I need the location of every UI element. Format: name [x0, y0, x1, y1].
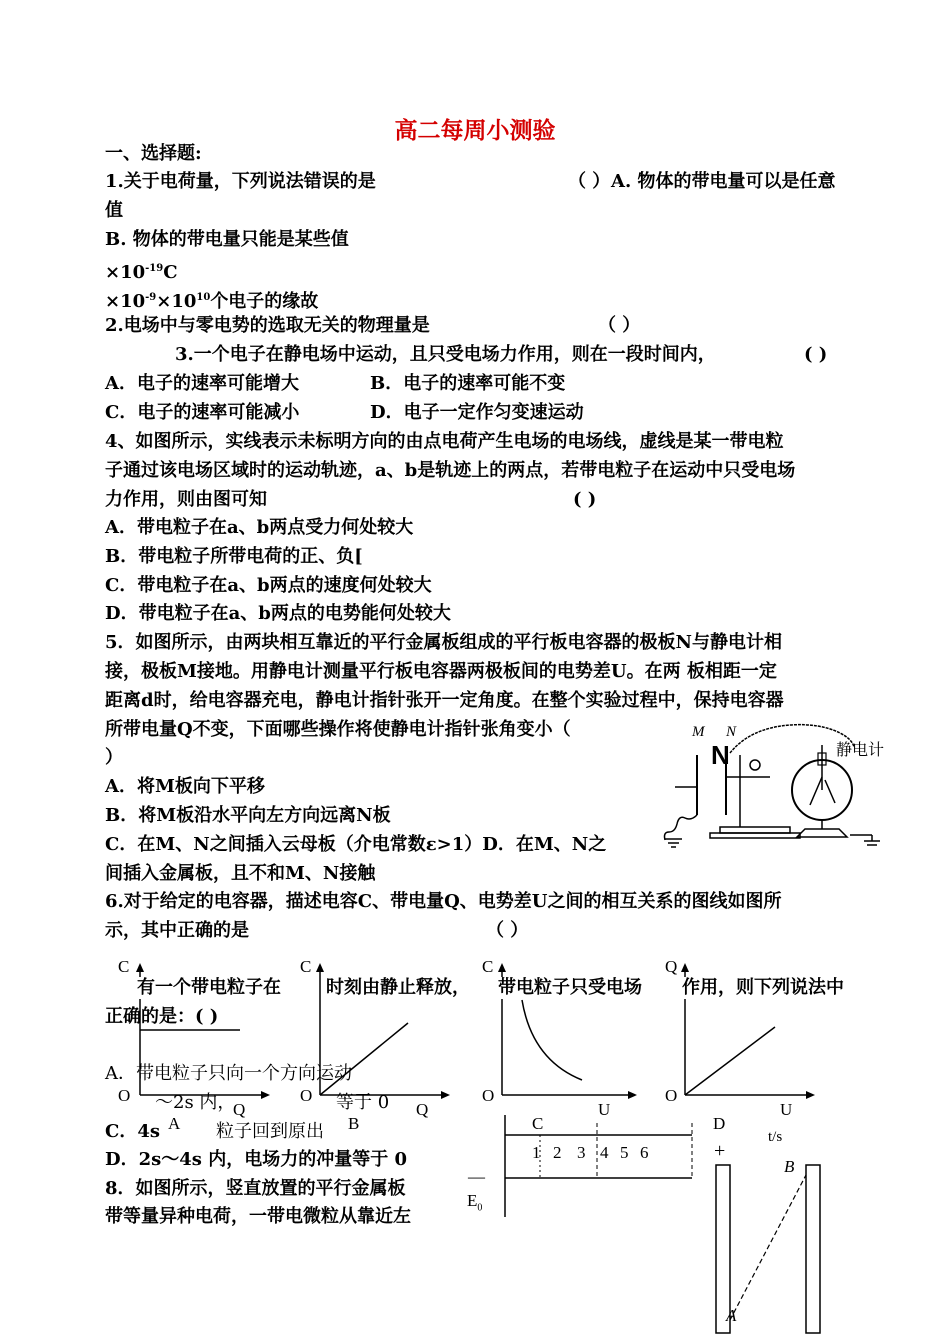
q7-line2: 正确的是：( )	[105, 1006, 219, 1027]
q7-option-c-b: 粒子回到原出	[216, 1121, 324, 1142]
graph-a-origin: O	[118, 1086, 131, 1105]
q3-stem: 3.一个电子在静电场中运动，且只受电场力作用，则在一段时间内，	[175, 344, 716, 365]
tick-3: 3	[577, 1143, 586, 1162]
fig-label-m: M	[692, 724, 705, 740]
q4-paren: ( )	[573, 489, 597, 510]
q7-option-a: A．带电粒子只向一个方向运动	[105, 1063, 352, 1084]
q8-line2: 带等量异种电荷，一带电微粒从靠近左	[105, 1206, 411, 1227]
q7-frag2: 时刻由静止释放，	[326, 977, 470, 998]
q7-frag3: 带电粒子只受电场	[498, 977, 642, 998]
axis-time-label: t/s	[768, 1129, 783, 1145]
graph-d-origin: O	[665, 1086, 678, 1105]
section-heading: 一、选择题:	[105, 143, 202, 164]
q2-paren: （ ）	[598, 315, 641, 336]
graph-c-origin: O	[482, 1086, 495, 1105]
fig-label-n-big: N	[711, 740, 730, 770]
graph-b-xlabel: Q	[416, 1100, 429, 1119]
graph-d-caption: D	[713, 1114, 726, 1133]
page-title: 高二每周小测验	[394, 117, 556, 144]
q7-option-d: D．2s～4s 内，电场力的冲量等于 0	[105, 1149, 407, 1170]
graph-b-origin: O	[300, 1086, 313, 1105]
fig-minus: —	[468, 1167, 485, 1186]
q4-line2: 子通过该电场区域时的运动轨迹，a、b是轨迹上的两点，若带电粒子在运动中只受电场	[105, 460, 796, 481]
parallel-plates-figure	[700, 1150, 840, 1335]
q5-option-c-cont: 间插入金属板，且不和M、N接触	[105, 863, 376, 884]
q6-paren: （ ）	[486, 920, 529, 941]
q5-line2: 接，极板M接地。用静电计测量平行板电容器两极板间的电势差U。在两 板相距一定	[105, 661, 777, 682]
q1-option-c: $\times 10^{-19}C$	[105, 262, 178, 283]
q3-option-c: C．电子的速率可能减小	[105, 402, 300, 423]
q5-option-b: B．将M板沿水平向左方向远离N板	[105, 805, 391, 826]
q1-option-d: $\times 10^{-9}\times 10^{10}$个电子的缘故	[105, 291, 319, 312]
q7-frag4: 作用，则下列说法中	[682, 977, 844, 998]
q6-line1: 6.对于给定的电容器，描述电容C、带电量Q、电势差U之间的相互关系的图线如图所	[105, 891, 782, 912]
q4-option-d: D．带电粒子在a、b两点的电势能何处较大	[105, 603, 451, 624]
q1-option-a-cont: 值	[105, 200, 123, 221]
fig-e0: $E_0$	[467, 1191, 483, 1214]
q7-option-b-frag2: 等于 0	[336, 1092, 390, 1113]
q5-option-a: A．将M板向下平移	[105, 776, 265, 797]
q4-option-a: A．带电粒子在a、b两点受力何处较大	[105, 517, 414, 538]
graph-b-ylabel: C	[300, 957, 312, 976]
graph-c-xlabel: U	[598, 1100, 611, 1119]
graph-c-ylabel: C	[482, 957, 494, 976]
q6-line2: 示，其中正确的是	[105, 920, 249, 941]
tick-1: 1	[532, 1143, 541, 1162]
q5-line3: 距离d时，给电容器充电，静电计指针张开一定角度。在整个实验过程中，保持电容器	[105, 690, 784, 711]
q3-paren: ( )	[804, 344, 828, 365]
fig-label-electrometer: 静电计	[836, 740, 885, 759]
graph-c-caption: C	[532, 1114, 544, 1133]
q1-paren: （ ）	[568, 171, 611, 192]
q7-option-c-a: C．4s	[105, 1121, 160, 1142]
tick-2: 2	[553, 1143, 562, 1162]
tick-5: 5	[620, 1143, 629, 1162]
q3-option-b: B．电子的速率可能不变	[370, 373, 566, 394]
fig-label-n-small: N	[726, 724, 737, 740]
graph-d-xlabel: U	[780, 1100, 793, 1119]
tick-4: 4	[600, 1143, 609, 1162]
graph-a-xlabel: Q	[233, 1100, 246, 1119]
q5-option-c: C．在M、N之间插入云母板（介电常数ε>1）D．在M、N之	[105, 834, 607, 855]
q5-line4: 所带电量Q不变，下面哪些操作将使静电计指针张角变小（	[105, 719, 571, 740]
tick-6: 6	[640, 1143, 649, 1162]
q1-option-a: A. 物体的带电量可以是任意	[611, 171, 836, 192]
fig-label-a: A	[726, 1306, 737, 1325]
q2-stem: 2.电场中与零电势的选取无关的物理量是	[105, 315, 430, 336]
q1-option-b: B. 物体的带电量只能是某些值	[105, 229, 349, 250]
q4-option-c: C．带电粒子在a、b两点的速度何处较大	[105, 575, 432, 596]
graph-a-ylabel: C	[118, 957, 130, 976]
q7-frag1: 有一个带电粒子在	[137, 977, 281, 998]
q1-stem: 1.关于电荷量，下列说法错误的是	[105, 171, 376, 192]
graph-d-ylabel: Q	[665, 957, 678, 976]
fig-plus: +	[714, 1140, 726, 1162]
q8-line1: 8．如图所示，竖直放置的平行金属板	[105, 1178, 406, 1199]
q7-option-b-frag: ～2s 内，	[155, 1092, 236, 1113]
q5-line5: ）	[105, 747, 123, 768]
q5-line1: 5．如图所示，由两块相互靠近的平行金属板组成的平行板电容器的极板N与静电计相	[105, 632, 782, 653]
q3-option-a: A．电子的速率可能增大	[105, 373, 299, 394]
q4-option-b: B．带电粒子所带电荷的正、负[	[105, 546, 363, 567]
graph-a-caption: A	[168, 1114, 181, 1133]
graph-b-caption: B	[348, 1114, 360, 1133]
q4-line1: 4、如图所示，实线表示未标明方向的由点电荷产生电场的电场线，虚线是某一带电粒	[105, 431, 784, 452]
fig-label-b: B	[784, 1157, 795, 1176]
q3-option-d: D．电子一定作匀变速运动	[370, 402, 584, 423]
q4-line3: 力作用，则由图可知	[105, 489, 267, 510]
